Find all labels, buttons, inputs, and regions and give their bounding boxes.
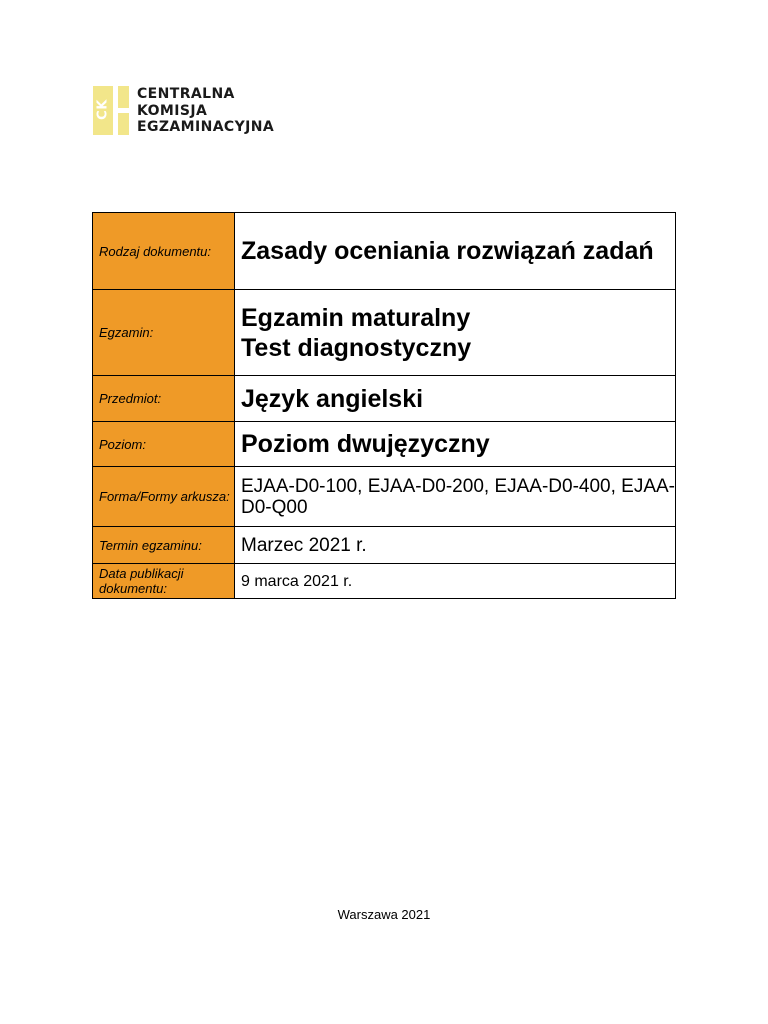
row-sheet-form xyxy=(93,467,676,527)
label-level: Poziom: xyxy=(93,422,235,467)
row-exam xyxy=(93,290,676,376)
value-level: Poziom dwujęzyczny xyxy=(235,422,676,467)
value-subject: Język angielski xyxy=(235,376,676,422)
cke-logo-mark-bar-horizontal xyxy=(113,108,129,113)
label-sheet-form: Forma/Formy arkusza: xyxy=(93,467,235,527)
footer-place-year: Warszawa 2021 xyxy=(337,907,431,922)
value-exam xyxy=(235,290,676,376)
row-exam-date xyxy=(93,527,676,564)
row-subject xyxy=(93,376,676,422)
logo-line-1: CENTRALNA xyxy=(137,86,235,102)
value-exam-date: Marzec 2021 r. xyxy=(235,527,676,564)
logo-line-3: EGZAMINACYJNA xyxy=(137,119,275,135)
label-exam: Egzamin: xyxy=(93,290,235,376)
document-info-table xyxy=(92,212,676,599)
label-subject: Przedmiot: xyxy=(93,376,235,422)
cke-logo-mark-letters: CK xyxy=(95,99,111,121)
value-exam-line-1: Egzamin maturalny xyxy=(241,303,471,332)
cke-logo-mark xyxy=(93,86,129,135)
label-exam-date: Termin egzaminu: xyxy=(93,527,235,564)
label-document-type: Rodzaj dokumentu: xyxy=(93,213,235,290)
row-document-type xyxy=(93,213,676,290)
value-sheet-form: EJAA-D0-100, EJAA-D0-200, EJAA-D0-400, EJAA-D0-Q00 xyxy=(235,467,676,527)
logo-line-2: KOMISJA xyxy=(137,102,208,119)
label-publication-date: Data publikacji dokumentu: xyxy=(93,564,235,599)
cke-logo-wordmark xyxy=(137,86,274,136)
value-document-type: Zasady oceniania rozwiązań zadań xyxy=(235,213,676,290)
row-level xyxy=(93,422,676,467)
value-publication-date: 9 marca 2021 r. xyxy=(235,564,676,599)
row-publication-date xyxy=(93,564,676,599)
value-exam-line-2: Test diagnostyczny xyxy=(241,333,472,362)
cke-logo xyxy=(93,86,274,136)
